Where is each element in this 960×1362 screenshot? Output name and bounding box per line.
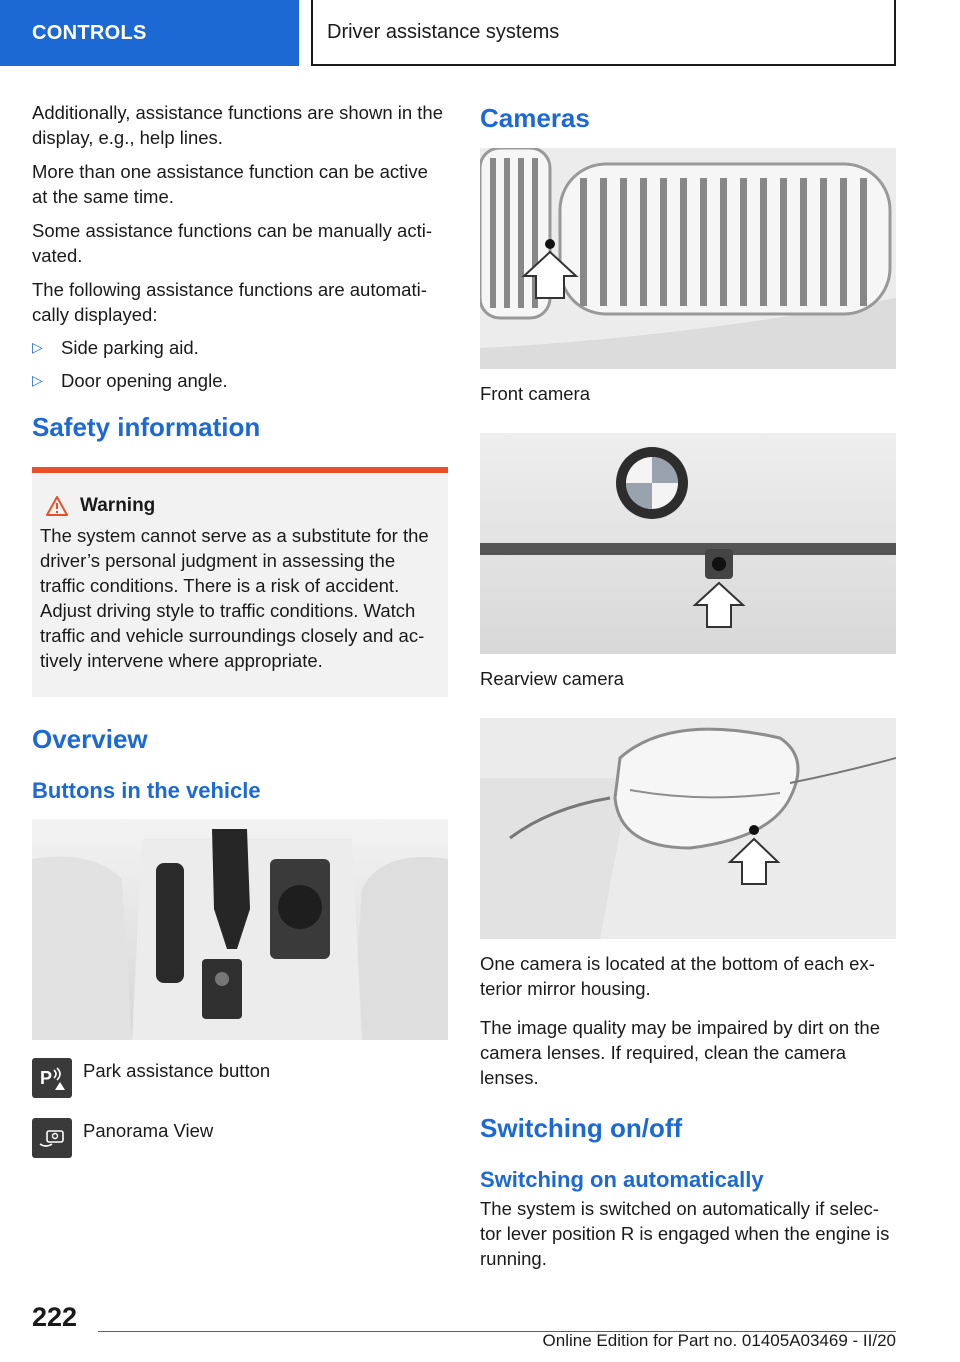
section-label: CONTROLS [0,0,299,66]
cameras-heading: Cameras [480,103,590,133]
intro-paragraph-2: More than one assistance function can be active at the same time. [32,161,428,207]
legend-panorama-view [32,1118,448,1158]
list-item: ▷ Side parking aid. [32,337,199,358]
auto-functions-list [32,335,448,393]
legend-park-assist [32,1058,448,1098]
warning-box [32,467,448,697]
triangle-bullet-icon: ▷ [32,339,43,355]
warning-text: The system cannot serve as a substitute for the driver’s personal judgment in assessing the traffic conditions. There is a risk of accident. Adjust driving style to traffic conditions. Watch traffic and vehicle surroundings closely and ac-tively intervene where appropriate. [40,525,429,671]
intro-paragraph-3: Some assistance functions can be manually acti-vated. [32,220,433,266]
safety-heading: Safety information [32,412,261,442]
warning-title: Warning [80,495,156,516]
auto-switch-heading: Switching on automatically [480,1167,764,1192]
page-number: 222 [32,1302,78,1332]
mirror-paragraph-1: One camera is located at the bottom of each ex-terior mirror housing. [480,953,875,999]
rear-camera-caption: Rearview camera [480,668,624,689]
park-assist-icon [32,1058,72,1098]
page-header [0,0,960,66]
warning-triangle-icon [46,496,68,516]
legend-label: Park assistance button [83,1060,271,1081]
svg-text:P: P [40,1068,53,1088]
warning-header [40,495,440,517]
page-footer [0,1290,960,1362]
chapter-title: Driver assistance systems [311,0,896,66]
rear-camera-image [480,433,896,654]
intro-paragraph-4: The following assistance functions are automati-cally displayed: [32,279,427,325]
intro-paragraph-1: Additionally, assistance functions are shown in the display, e.g., help lines. [32,102,444,148]
mirror-paragraph-2: The image quality may be impaired by dirt on the camera lenses. If required, clean the camera lenses. [480,1017,881,1088]
front-camera-caption: Front camera [480,383,591,404]
rear-trunk-illustration [480,433,896,654]
overview-heading: Overview [32,724,148,754]
triangle-bullet-icon: ▷ [32,372,43,388]
front-camera-image [480,148,896,369]
right-column [480,100,896,1280]
buttons-heading: Buttons in the vehicle [32,778,261,803]
list-item: ▷ Door opening angle. [32,370,228,391]
left-column [32,100,448,1158]
mirror-camera-image [480,718,896,939]
center-console-illustration [32,819,448,1040]
center-console-image [32,819,448,1040]
legend-label: Panorama View [83,1120,214,1141]
kidney-grille-illustration [480,148,896,369]
side-mirror-illustration [480,718,896,939]
switching-heading: Switching on/off [480,1113,683,1143]
auto-switch-text: The system is switched on automatically if selec-tor lever position R is engaged when the engine is running. [480,1198,890,1269]
edition-note: Online Edition for Part no. 01405A03469 - II/20 [542,1331,896,1350]
panorama-view-icon [32,1118,72,1158]
